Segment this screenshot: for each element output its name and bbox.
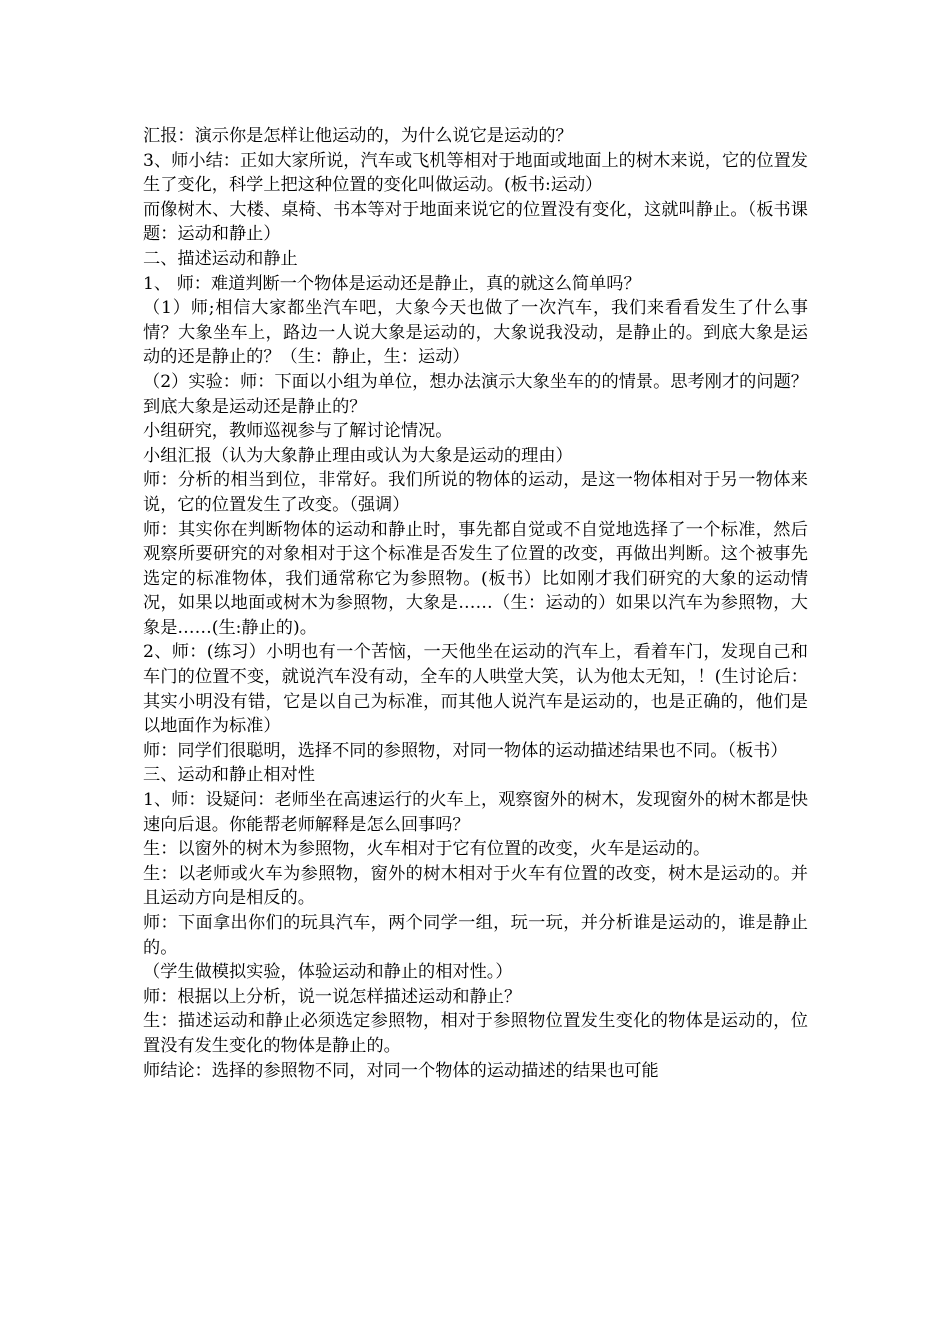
- paragraph-teacher-prompt: 师：根据以上分析，说一说怎样描述运动和静止？: [143, 986, 522, 1007]
- paragraph-teacher-conclusion: 师结论：选择的参照物不同，对同一个物体的运动描述的结果也可能: [143, 1060, 659, 1081]
- paragraph-elephant-story: （1）师;相信大家都坐汽车吧，大象今天也做了一次汽车，我们来看看发生了什么事情？大象坐车上，路边一人说大象是运动的，大象说我没动，是静止的。到底大象是运动的还是静止的？（生：静止，生：运动）: [143, 298, 808, 368]
- paragraph-different-references: 师：同学们很聪明，选择不同的参照物，对同一物体的运动描述结果也不同。（板书）: [143, 740, 788, 761]
- paragraph-student-description: 生：描述运动和静止必须选定参照物，相对于参照物位置发生变化的物体是运动的，位置没有发生变化的物体是静止的。: [143, 1011, 808, 1056]
- paragraph-student-answer-1: 生：以窗外的树木为参照物，火车相对于它有位置的改变，火车是运动的。: [143, 839, 711, 860]
- paragraph-stillness-definition: 而像树木、大楼、桌椅、书本等对于地面来说它的位置没有变化，这就叫静止。（板书课题：运动和静止）: [143, 199, 808, 245]
- document-page: [143, 124, 808, 1083]
- paragraph-train-question: 1、师：设疑问：老师坐在高速运行的火车上，观察窗外的树木，发现窗外的树木都是快速向后退。你能帮老师解释是怎么回事吗？: [143, 790, 808, 835]
- section-heading-describe: 二、描述运动和静止: [143, 248, 298, 269]
- paragraph-report: 汇报：演示你是怎样让他运动的，为什么说它是运动的？: [143, 126, 573, 146]
- paragraph-reference-object: 师：其实你在判断物体的运动和静止时，事先都自觉或不自觉地选择了一个标准，然后观察所要研究的对象相对于这个标准是否发生了位置的改变，再做出判断。这个被事先选定的标准物体，我们通常称它为参照物。(板书）比如刚才我们研究的大象的运动情况，如果以地面或树木为参照物，大象是……（生：运动的）如果以汽车为参照物，大象是……(生:静止的)。: [143, 519, 808, 638]
- paragraph-group-research: 小组研究，教师巡视参与了解讨论情况。: [143, 421, 453, 442]
- paragraph-exercise-xiaoming: 2、师：(练习）小明也有一个苦恼，一天他坐在运动的汽车上，看着车门，发现自己和车门的位置不变，就说汽车没有动，全车的人哄堂大笑，认为他太无知，！(生讨论后：其实小明没有错，它是以自己为标准，而其他人说汽车是运动的，也是正确的，他们是以地面作为标准）: [143, 642, 808, 737]
- paragraph-toy-car-activity: 师：下面拿出你们的玩具汽车，两个同学一组，玩一玩，并分析谁是运动的，谁是静止的。: [143, 913, 808, 958]
- paragraph-student-answer-2: 生：以老师或火车为参照物，窗外的树木相对于火车有位置的改变，树木是运动的。并且运动方向是相反的。: [143, 863, 808, 909]
- paragraph-experiment: （2）实验：师：下面以小组为单位，想办法演示大象坐车的的情景。思考刚才的问题？到底大象是运动还是静止的？: [143, 371, 808, 417]
- paragraph-question-1: 1、 师：难道判断一个物体是运动还是静止，真的就这么简单吗？: [143, 273, 641, 294]
- paragraph-teacher-analysis: 师：分析的相当到位，非常好。我们所说的物体的运动，是这一物体相对于另一物体来说，它的位置发生了改变。（强调）: [143, 470, 808, 515]
- paragraph-simulation-note: （学生做模拟实验，体验运动和静止的相对性。）: [143, 962, 513, 983]
- paragraph-teacher-summary: 3、师小结：正如大家所说，汽车或飞机等相对于地面或地面上的树木来说，它的位置发生了变化，科学上把这种位置的变化叫做运动。(板书:运动）: [143, 150, 808, 196]
- section-heading-relativity: 三、运动和静止相对性: [143, 765, 315, 786]
- paragraph-group-report: 小组汇报（认为大象静止理由或认为大象是运动的理由）: [143, 445, 573, 466]
